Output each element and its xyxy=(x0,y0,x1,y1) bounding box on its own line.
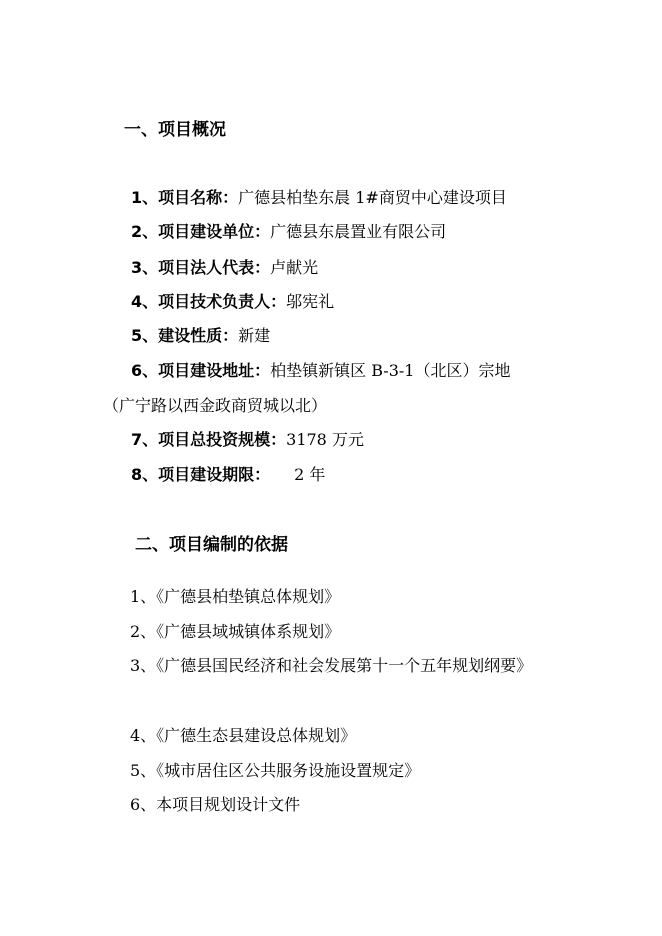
item-label: 7、项目总投资规模： xyxy=(131,430,287,449)
reference-item: 1、《广德县柏垫镇总体规划》 xyxy=(130,587,341,606)
reference-item: 2、《广德县域城镇体系规划》 xyxy=(130,622,341,641)
item-label: 1、项目名称： xyxy=(131,188,239,207)
item-value: 邬宪礼 xyxy=(286,292,335,311)
item-project-name xyxy=(131,188,507,208)
item-label: 3、项目法人代表： xyxy=(131,258,271,277)
item-label: 4、项目技术负责人： xyxy=(131,292,287,311)
item-value: 新建 xyxy=(238,326,271,345)
item-label: 5、建设性质： xyxy=(131,326,239,345)
item-value: 广德县东晨置业有限公司 xyxy=(270,222,447,241)
item-value: 3178 万元 xyxy=(286,430,364,449)
item-construction-unit xyxy=(131,222,446,242)
item-construction-address xyxy=(131,361,510,381)
item-technical-lead xyxy=(131,292,334,312)
section-2-title: 二、项目编制的依据 xyxy=(135,535,288,555)
item-label: 8、项目建设期限： xyxy=(131,465,271,484)
item-value: 柏垫镇新镇区 B-3-1（北区）宗地 xyxy=(270,361,511,380)
item-label: 2、项目建设单位： xyxy=(131,222,271,241)
item-label: 6、项目建设地址： xyxy=(131,361,271,380)
item-value: 卢献光 xyxy=(270,258,319,277)
item-construction-period xyxy=(131,465,325,485)
item-construction-nature xyxy=(131,326,270,346)
reference-item: 4、《广德生态县建设总体规划》 xyxy=(130,726,357,745)
reference-item: 6、本项目规划设计文件 xyxy=(130,795,301,814)
section-1-title: 一、项目概况 xyxy=(124,120,226,140)
reference-item: 5、《城市居住区公共服务设施设置规定》 xyxy=(130,761,421,780)
item-value: 广德县柏垫东晨 1#商贸中心建设项目 xyxy=(238,188,507,207)
reference-item: 3、《广德县国民经济和社会发展第十一个五年规划纲要》 xyxy=(130,656,533,675)
item-legal-representative xyxy=(131,258,318,278)
item-value: 2 年 xyxy=(294,465,326,484)
item-total-investment xyxy=(131,430,364,450)
address-continuation: （广宁路以西金政商贸城以北） xyxy=(103,396,328,415)
